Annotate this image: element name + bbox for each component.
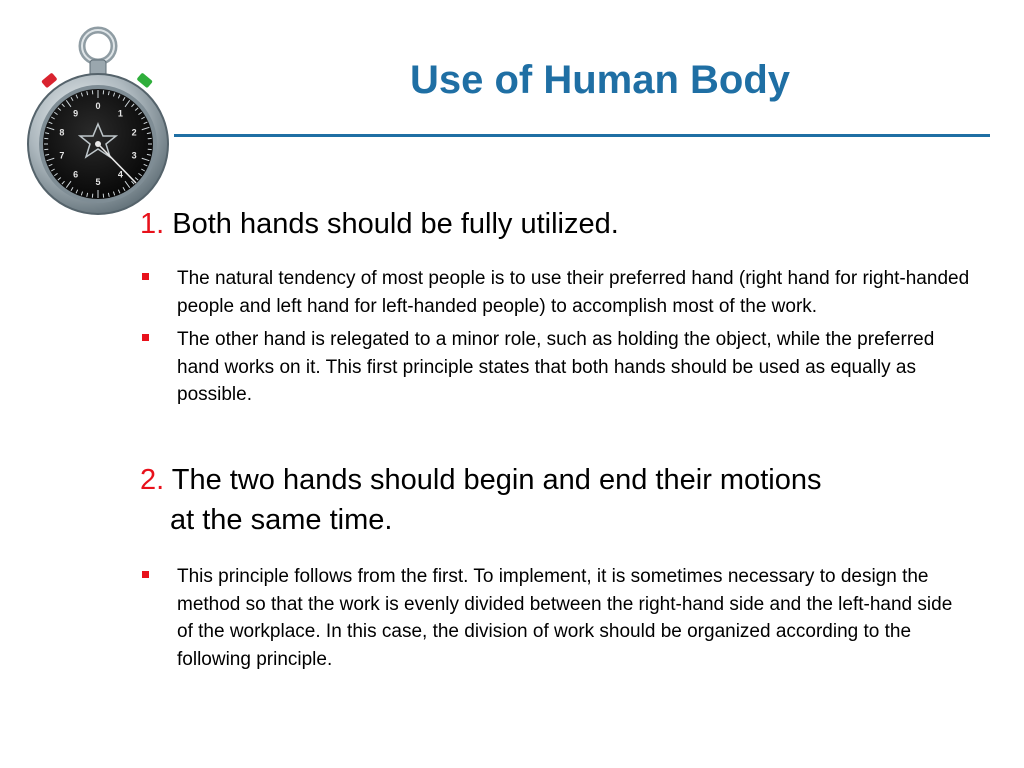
page-title: Use of Human Body xyxy=(409,58,791,102)
list-item xyxy=(140,326,970,409)
section-1-heading-text: Both hands should be fully utilized. xyxy=(172,208,619,240)
dial-number: 8 xyxy=(59,127,65,138)
bullet-marker xyxy=(142,273,149,280)
bullet-text: The natural tendency of most people is to use their preferred hand (right hand for right-handed people and left hand for left-handed people) to accomplish most of the work. xyxy=(177,268,970,317)
section-1-bullet-list xyxy=(140,265,970,415)
dial-number: 0 xyxy=(95,101,101,111)
section-1-heading xyxy=(140,204,619,244)
list-item xyxy=(140,265,970,320)
dial-number: 5 xyxy=(95,177,101,187)
dial-number: 3 xyxy=(131,150,137,161)
title-divider xyxy=(174,134,990,137)
bullet-text: This principle follows from the first. To implement, it is sometimes necessary to design the method so that the work is evenly divided between the right-hand side and the left-hand side of the workplace. In this case, the division of work should be organized according to the following principle. xyxy=(177,566,953,670)
section-1-number: 1. xyxy=(140,208,165,240)
section-2-heading-line2: at the same time. xyxy=(170,504,393,536)
section-2-bullet-list xyxy=(140,563,970,679)
section-2-heading xyxy=(140,460,821,540)
bullet-marker xyxy=(142,334,149,341)
list-item xyxy=(140,563,970,673)
bullet-marker xyxy=(142,571,149,578)
dial-number: 7 xyxy=(59,150,65,161)
section-2-heading-line1: The two hands should begin and end their motions xyxy=(171,464,822,496)
dial-number: 2 xyxy=(131,127,137,138)
section-2-number: 2. xyxy=(140,464,165,496)
dial-number: 9 xyxy=(73,108,79,119)
dial-number: 4 xyxy=(117,169,123,180)
dial-number: 1 xyxy=(117,108,123,119)
bullet-text: The other hand is relegated to a minor role, such as holding the object, while the preferred hand works on it. This first principle states that both hands should be used as equally as possible. xyxy=(177,329,935,405)
dial-number: 6 xyxy=(73,169,79,180)
stopwatch-icon xyxy=(20,20,180,220)
